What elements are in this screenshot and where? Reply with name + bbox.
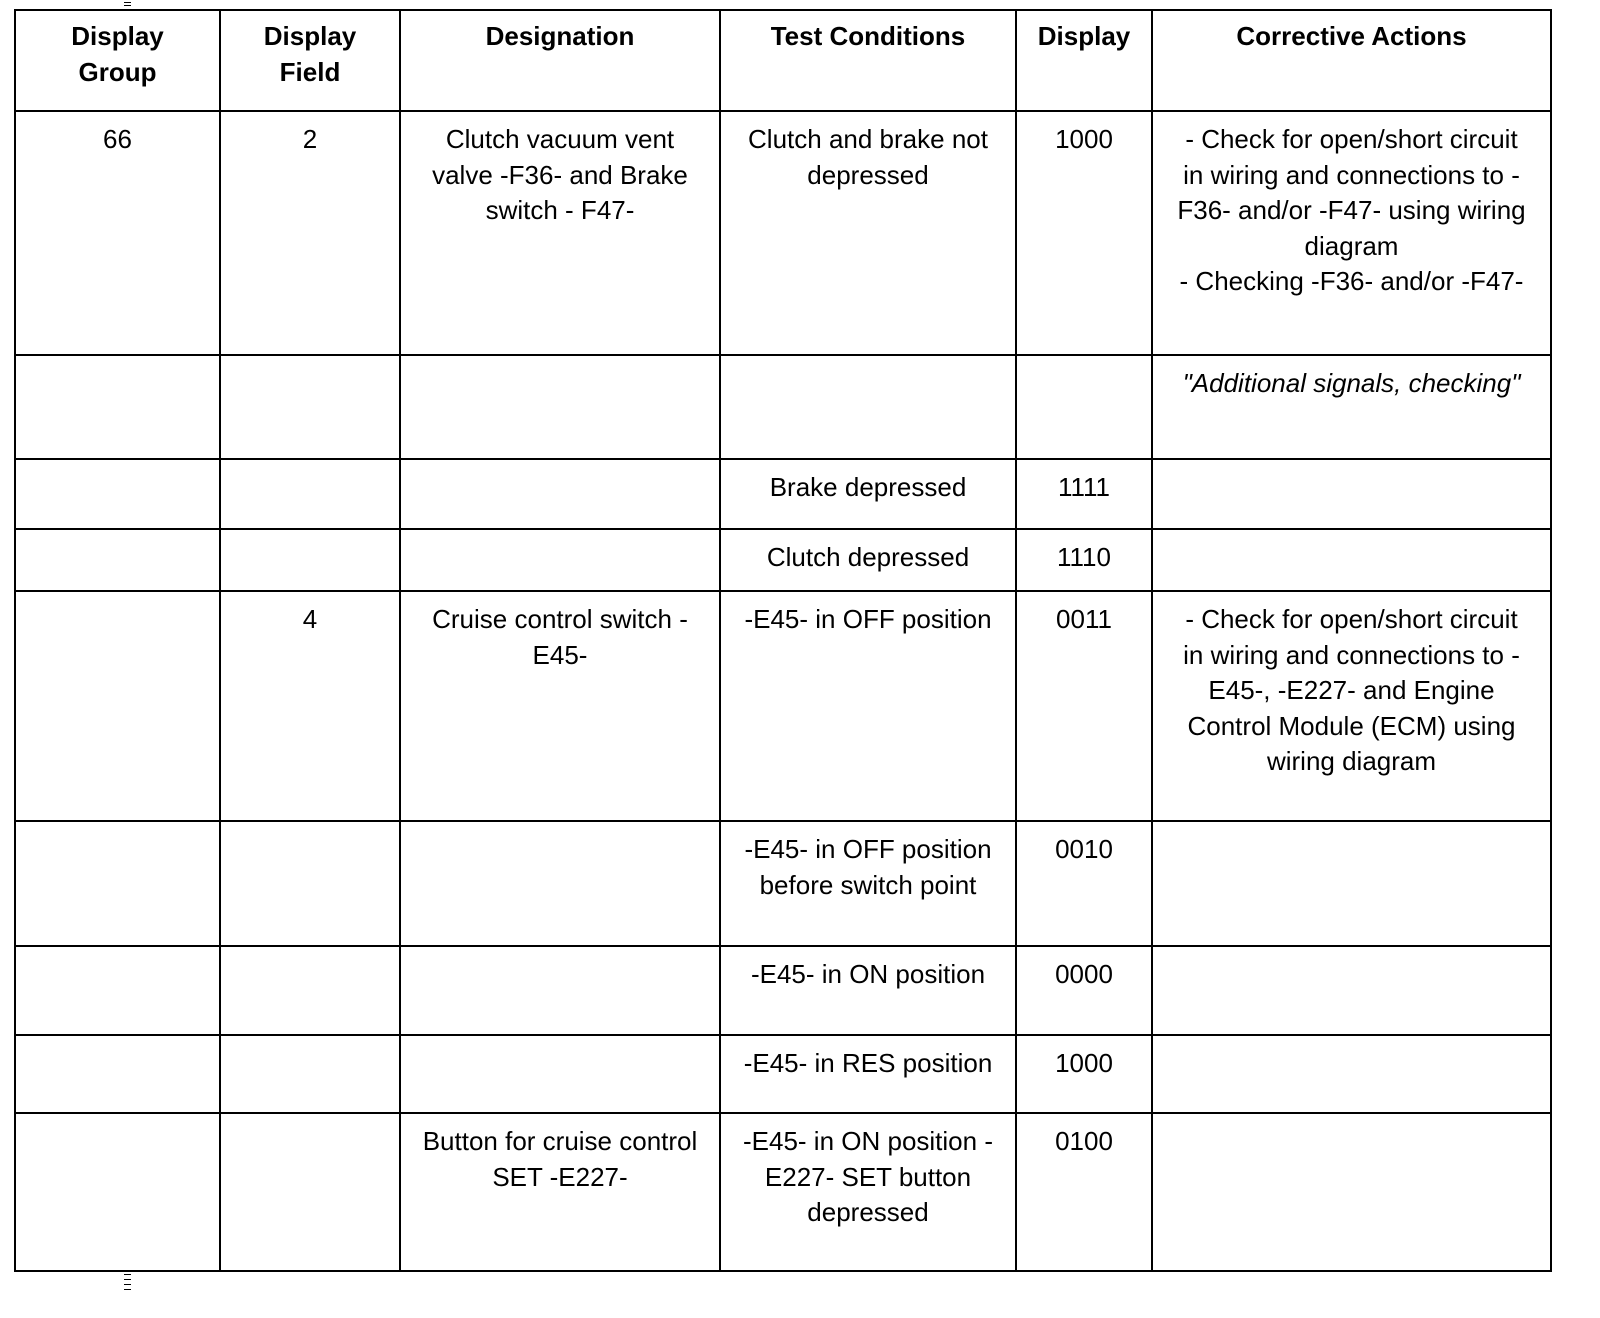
cell-display-field xyxy=(220,529,400,591)
cell-display-group xyxy=(15,821,220,946)
cell-test-conditions xyxy=(720,355,1016,459)
cell-display-group xyxy=(15,946,220,1035)
table-row xyxy=(15,946,1551,1035)
header-test-conditions: Test Conditions xyxy=(720,10,1016,111)
header-designation: Designation xyxy=(400,10,720,111)
cell-display: 0010 xyxy=(1016,821,1152,946)
table-row xyxy=(15,529,1551,591)
cell-corrective-actions xyxy=(1152,529,1551,591)
header-corrective-actions: Corrective Actions xyxy=(1152,10,1551,111)
header-display-group: Display Group xyxy=(15,10,220,111)
table-row xyxy=(15,111,1551,355)
cell-display-field xyxy=(220,821,400,946)
cell-test-conditions: -E45- in ON position - E227- SET button depressed xyxy=(720,1113,1016,1271)
cell-display-field: 2 xyxy=(220,111,400,355)
cell-test-conditions: -E45- in OFF position before switch point xyxy=(720,821,1016,946)
page-marker-bottom xyxy=(124,1279,131,1280)
header-display-field: Display Field xyxy=(220,10,400,111)
cell-designation xyxy=(400,355,720,459)
cell-display-field: 4 xyxy=(220,591,400,821)
cell-corrective-actions xyxy=(1152,1035,1551,1113)
cell-display: 1111 xyxy=(1016,459,1152,529)
cell-display: 0011 xyxy=(1016,591,1152,821)
cell-display: 0100 xyxy=(1016,1113,1152,1271)
table-row xyxy=(15,1035,1551,1113)
cell-test-conditions: Brake depressed xyxy=(720,459,1016,529)
cell-display-field xyxy=(220,459,400,529)
table-row xyxy=(15,1113,1551,1271)
cell-corrective-actions xyxy=(1152,946,1551,1035)
cell-display-field xyxy=(220,355,400,459)
cell-display-group xyxy=(15,355,220,459)
cell-corrective-actions xyxy=(1152,459,1551,529)
cell-corrective-actions xyxy=(1152,1113,1551,1271)
cell-test-conditions: -E45- in OFF position xyxy=(720,591,1016,821)
cell-display: 1110 xyxy=(1016,529,1152,591)
cell-test-conditions: -E45- in ON position xyxy=(720,946,1016,1035)
cell-display: 1000 xyxy=(1016,1035,1152,1113)
page-marker-bottom xyxy=(124,1284,131,1285)
cell-display-group xyxy=(15,591,220,821)
header-row xyxy=(15,10,1551,111)
cell-test-conditions: Clutch and brake not depressed xyxy=(720,111,1016,355)
cell-test-conditions: Clutch depressed xyxy=(720,529,1016,591)
cell-display-group xyxy=(15,459,220,529)
cell-designation: Clutch vacuum vent valve -F36- and Brake switch - F47- xyxy=(400,111,720,355)
cell-corrective-actions xyxy=(1152,821,1551,946)
cell-designation xyxy=(400,459,720,529)
cell-corrective-actions: - Check for open/short circuit in wiring and connections to - E45-, -E227- and Engine Control Module (ECM) using wiring diagram xyxy=(1152,591,1551,821)
cell-corrective-actions: - Check for open/short circuit in wiring and connections to - F36- and/or -F47- using wiring diagram - Checking -F36- and/or -F47- xyxy=(1152,111,1551,355)
cell-display-group xyxy=(15,1035,220,1113)
page-marker-top xyxy=(124,5,131,6)
cell-display-field xyxy=(220,1113,400,1271)
table-row xyxy=(15,459,1551,529)
cell-display-group: 66 xyxy=(15,111,220,355)
cell-display-group xyxy=(15,529,220,591)
cell-display-field xyxy=(220,1035,400,1113)
header-display: Display xyxy=(1016,10,1152,111)
cell-display-group xyxy=(15,1113,220,1271)
cell-corrective-actions: "Additional signals, checking" xyxy=(1152,355,1551,459)
cell-designation xyxy=(400,946,720,1035)
page-marker-bottom xyxy=(124,1289,131,1290)
cell-test-conditions: -E45- in RES position xyxy=(720,1035,1016,1113)
cell-designation: Button for cruise control SET -E227- xyxy=(400,1113,720,1271)
cell-display: 1000 xyxy=(1016,111,1152,355)
cell-designation xyxy=(400,1035,720,1113)
table-row xyxy=(15,355,1551,459)
cell-display-field xyxy=(220,946,400,1035)
diagnostic-table xyxy=(14,9,1552,1272)
page-marker-top xyxy=(124,2,131,3)
table-row xyxy=(15,821,1551,946)
page-marker-bottom xyxy=(124,1274,131,1275)
cell-designation xyxy=(400,529,720,591)
cell-display xyxy=(1016,355,1152,459)
cell-designation: Cruise control switch - E45- xyxy=(400,591,720,821)
table-row xyxy=(15,591,1551,821)
cell-designation xyxy=(400,821,720,946)
cell-display: 0000 xyxy=(1016,946,1152,1035)
